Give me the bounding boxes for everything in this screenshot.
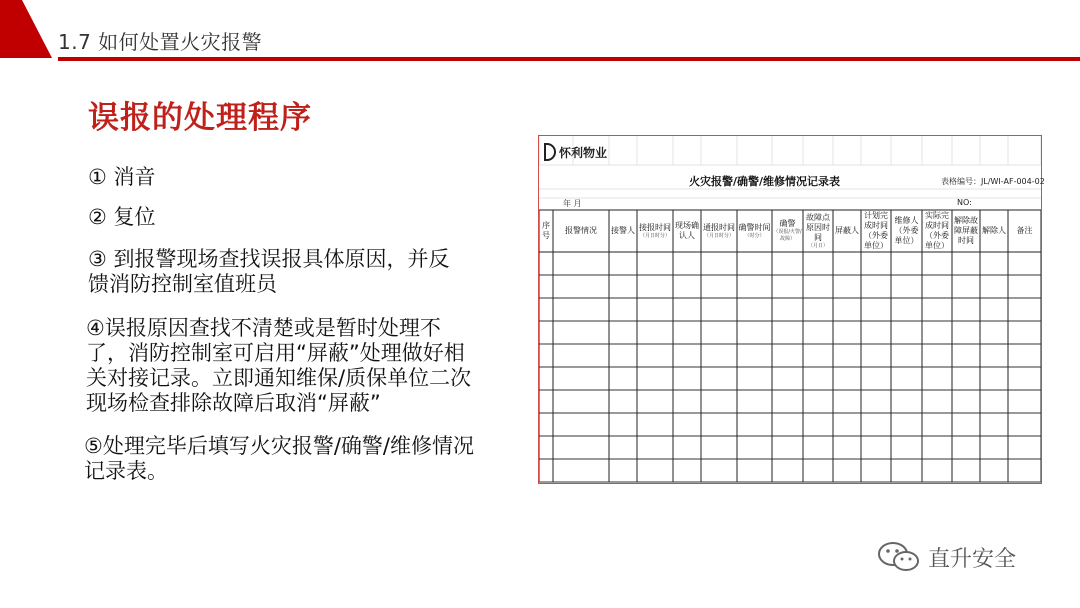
step-item-2: ② 复位 <box>88 205 156 229</box>
form-column-header: 通报时间 （月日时分） <box>703 222 735 239</box>
form-column-header: 备注 <box>1016 226 1033 235</box>
form-column-header: 报警情况 <box>565 226 597 235</box>
form-column-header: 故障点原因时间 （月日） <box>806 212 830 249</box>
step-item-3: ③ 到报警现场查找误报具体原因，并反馈消防控制室值班员 <box>88 247 450 296</box>
logo-mark-icon <box>544 143 556 161</box>
form-column-header: 接报时间 （月日时分） <box>639 222 671 239</box>
watermark-text: 直升安全 <box>928 546 1017 572</box>
wechat-icon <box>876 540 922 574</box>
section-title: 1.7 如何处置火灾报警 <box>58 30 263 54</box>
step-item-5: ⑤处理完毕后填写火灾报警/确警/维修情况记录表。 <box>84 434 474 483</box>
step-item-4: ④误报原因查找不清楚或是暂时处理不了，消防控制室可启用“屏蔽”处理做好相关对接记录。立即通知维保/质保单位二次现场检查排除故障后取消“屏蔽” <box>86 316 472 415</box>
form-column-header: 计划完成时间（外委单位） <box>864 211 888 250</box>
form-column-header: 实际完成时间（外委单位） <box>925 211 949 250</box>
form-code: 表格编号：JL/WI-AF-004-02 <box>941 177 1045 186</box>
form-month-label: 年 月 <box>563 199 582 208</box>
company-logo <box>544 141 607 163</box>
form-column-header: 解除人 <box>982 226 1006 235</box>
form-column-header: 确警 （误报/火警/故障） <box>773 219 802 242</box>
header-divider <box>58 57 1080 61</box>
slide-title: 误报的处理程序 <box>88 100 312 136</box>
form-column-header: 解除故障屏蔽时间 <box>954 216 978 245</box>
form-column-header: 现场确认人 <box>675 221 699 240</box>
form-no-label: NO: <box>957 198 972 207</box>
form-column-header: 屏蔽人 <box>835 226 859 235</box>
form-column-header: 序号 <box>542 221 550 240</box>
form-title: 火灾报警/确警/维修情况记录表 <box>689 175 841 188</box>
watermark <box>876 540 1016 574</box>
logo-text: 怀利物业 <box>559 145 608 160</box>
form-column-header: 确警时间 （时分） <box>738 222 771 239</box>
form-column-header: 维修人（外委单位） <box>894 216 919 245</box>
step-item-1: ① 消音 <box>88 165 156 189</box>
form-column-header: 接警人 <box>611 226 635 235</box>
record-form-image <box>538 135 1045 484</box>
